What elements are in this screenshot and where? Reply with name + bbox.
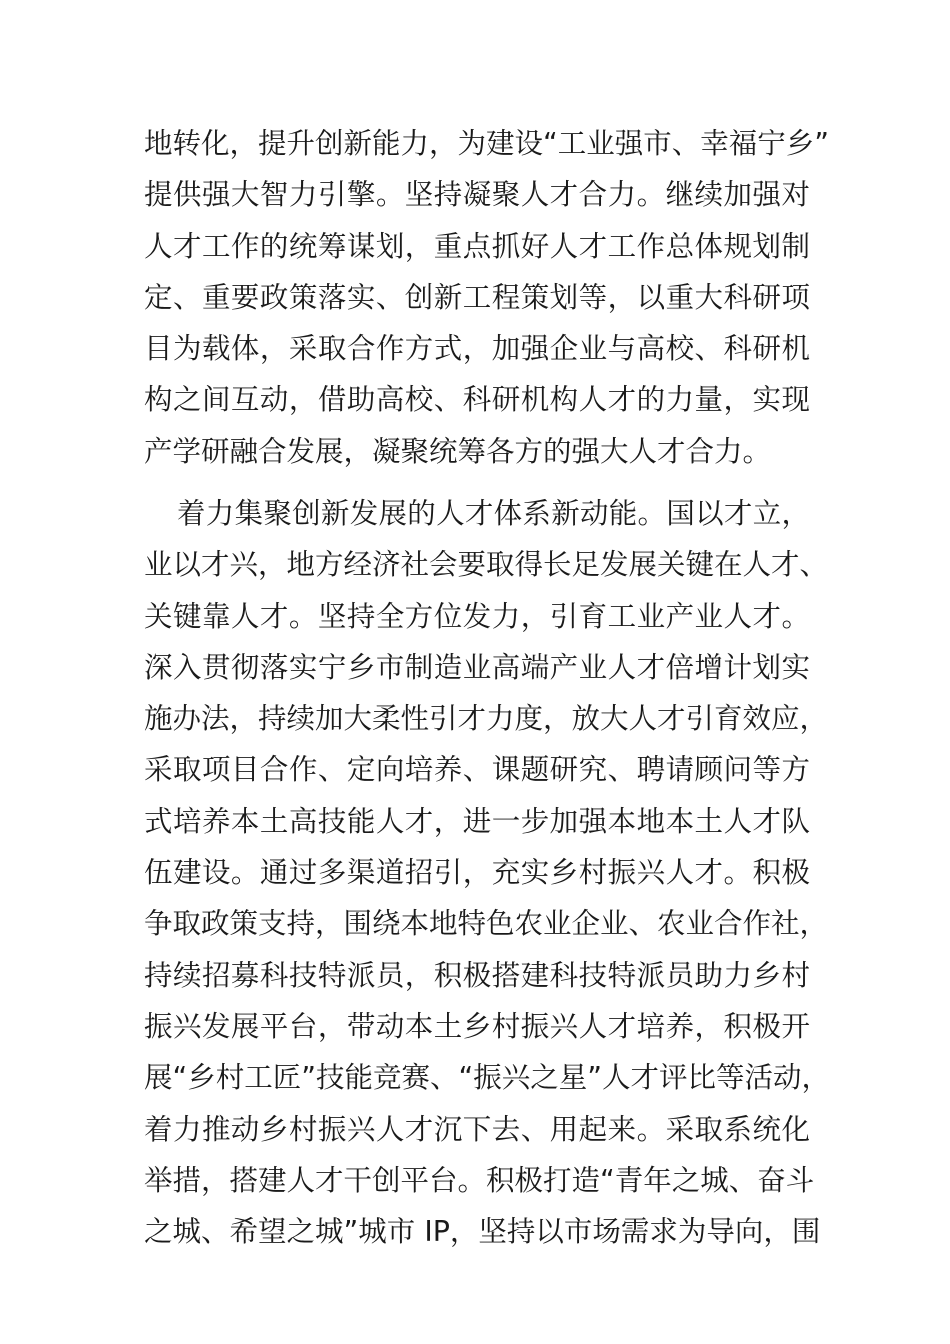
text-line: 展“乡村工匠”技能竞赛、“振兴之星”人才评比等活动， <box>144 1061 831 1095</box>
text-line: 产学研融合发展，凝聚统筹各方的强大人才合力。 <box>144 434 772 468</box>
text-line: 之城、希望之城”城市 IP，坚持以市场需求为导向，围 <box>144 1215 821 1249</box>
paragraph-talent-cohesion <box>144 118 830 477</box>
text-line: 采取项目合作、定向培养、课题研究、聘请顾问等方 <box>144 753 810 787</box>
text-line: 人才工作的统筹谋划，重点抓好人才工作总体规划制 <box>144 229 810 263</box>
text-line: 目为载体，采取合作方式，加强企业与高校、科研机 <box>144 332 810 366</box>
text-line: 构之间互动，借助高校、科研机构人才的力量，实现 <box>144 383 810 417</box>
text-line: 深入贯彻落实宁乡市制造业高端产业人才倍增计划实 <box>144 650 810 684</box>
paragraph-talent-system <box>144 488 831 1257</box>
text-line: 举措，搭建人才干创平台。积极打造“青年之城、奋斗 <box>144 1163 815 1197</box>
text-line: 着力推动乡村振兴人才沉下去、用起来。采取系统化 <box>144 1112 810 1146</box>
text-line: 定、重要政策落实、创新工程策划等，以重大科研项 <box>144 280 810 314</box>
text-line: 施办法，持续加大柔性引才力度，放大人才引育效应， <box>144 702 829 736</box>
text-line: 式培养本土高技能人才，进一步加强本地本土人才队 <box>144 804 810 838</box>
text-line: 着力集聚创新发展的人才体系新动能。国以才立， <box>177 497 810 530</box>
text-line: 地转化，提升创新能力，为建设“工业强市、幸福宁乡” <box>144 127 830 160</box>
text-line: 业以才兴，地方经济社会要取得长足发展关键在人才、 <box>144 548 829 582</box>
text-line: 关键靠人才。坚持全方位发力，引育工业产业人才。 <box>144 599 810 633</box>
text-line: 提供强大智力引擎。坚持凝聚人才合力。继续加强对 <box>144 178 810 212</box>
text-line: 伍建设。通过多渠道招引，充实乡村振兴人才。积极 <box>144 856 810 890</box>
text-line: 持续招募科技特派员，积极搭建科技特派员助力乡村 <box>144 958 810 992</box>
text-line: 争取政策支持，围绕本地特色农业企业、农业合作社， <box>144 907 829 941</box>
text-line: 振兴发展平台，带动本土乡村振兴人才培养，积极开 <box>144 1009 810 1043</box>
